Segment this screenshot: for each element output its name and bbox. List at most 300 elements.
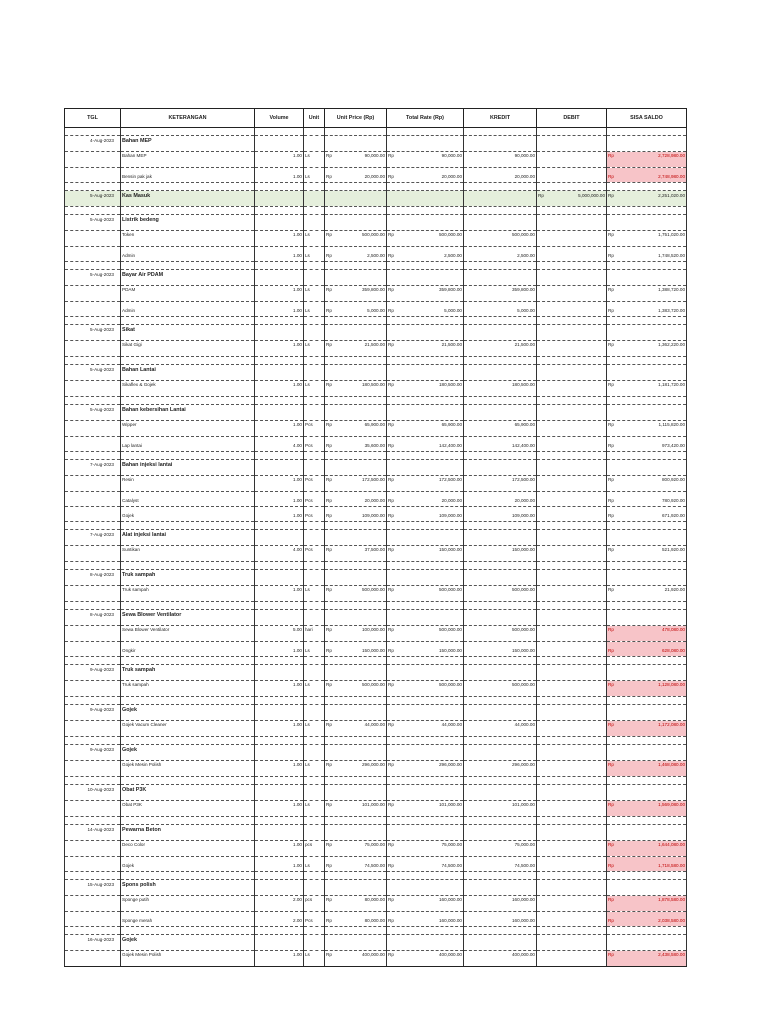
kredit-cell: 44,000.00 [464, 721, 537, 737]
saldo-cell-wrap [608, 253, 685, 259]
blank-cell [65, 657, 121, 665]
blank-cell [387, 697, 464, 705]
blank-cell [537, 745, 607, 761]
saldo-cell-value: 1,751,020.00 [658, 232, 685, 237]
unit-price-cell-wrap [326, 153, 385, 159]
blank-cell [325, 610, 387, 626]
blank-cell [255, 825, 304, 841]
blank-cell [537, 777, 607, 785]
total-rate-cell-wrap [388, 232, 462, 238]
item-description: Admin [121, 302, 255, 317]
unit-cell: Pcs [304, 912, 325, 927]
saldo-cell [607, 681, 687, 697]
total-rate-cell-value: 160,000.00 [439, 918, 462, 923]
table-row [65, 437, 687, 452]
total-rate-cell-wrap [388, 498, 462, 504]
currency-label: Rp [388, 918, 394, 923]
blank-cell [325, 570, 387, 586]
group-title: Gojek [121, 705, 255, 721]
blank-cell [537, 128, 607, 136]
unit-price-cell-value: 400,000.00 [362, 952, 385, 957]
unit-cell: Ls [304, 721, 325, 737]
currency-label: Rp [388, 174, 394, 179]
blank-cell [607, 128, 687, 136]
blank-cell [304, 128, 325, 136]
unit-price-cell-value: 359,800.00 [362, 287, 385, 292]
blank-cell [325, 522, 387, 530]
currency-label: Rp [326, 253, 332, 258]
group-title: Spons polish [121, 880, 255, 896]
blank-cell [607, 777, 687, 785]
currency-label: Rp [538, 193, 544, 198]
col-tgl: TGL [65, 109, 121, 128]
total-rate-cell-value: 20,000.00 [441, 174, 462, 179]
debit-cell [537, 951, 607, 967]
unit-price-cell [325, 168, 387, 183]
total-rate-cell [387, 247, 464, 262]
total-rate-cell-value: 44,000.00 [441, 722, 462, 727]
volume-cell: 1.00 [255, 421, 304, 437]
debit-cell [537, 546, 607, 562]
col-unit: Unit [304, 109, 325, 128]
total-rate-cell-value: 180,500.00 [439, 382, 462, 387]
blank-cell [304, 697, 325, 705]
blank-cell [607, 697, 687, 705]
total-rate-cell-value: 500,000.00 [439, 587, 462, 592]
currency-label: Rp [608, 308, 614, 313]
blank-cell [65, 872, 121, 880]
blank-cell [304, 880, 325, 896]
blank-cell [304, 452, 325, 460]
blank-cell [65, 397, 121, 405]
currency-label: Rp [608, 762, 614, 767]
total-rate-cell [387, 546, 464, 562]
blank-cell [304, 325, 325, 341]
blank-cell [607, 397, 687, 405]
saldo-cell [607, 476, 687, 492]
blank-cell [387, 357, 464, 365]
blank-cell [464, 191, 537, 207]
kredit-cell: 20,000.00 [464, 168, 537, 183]
blank-cell [255, 191, 304, 207]
debit-cell [537, 381, 607, 397]
debit-cell [537, 231, 607, 247]
volume-cell: 1.00 [255, 231, 304, 247]
item-description: Token [121, 231, 255, 247]
debit-cell [537, 841, 607, 857]
blank-cell [255, 927, 304, 935]
table-row [65, 476, 687, 492]
blank-cell [304, 927, 325, 935]
debit-cell [537, 586, 607, 602]
col-total-rate: Total Rate (Rp) [387, 109, 464, 128]
kredit-cell: 500,000.00 [464, 626, 537, 642]
blank-cell [65, 697, 121, 705]
blank-cell [255, 562, 304, 570]
saldo-cell-wrap [608, 587, 685, 593]
table-row [65, 951, 687, 967]
blank-cell [537, 317, 607, 325]
item-description: Truk sampah [121, 681, 255, 697]
total-rate-cell [387, 586, 464, 602]
unit-price-cell-value: 5,000.00 [367, 308, 385, 313]
blank-cell [387, 128, 464, 136]
total-rate-cell-value: 2,500.00 [444, 253, 462, 258]
unit-cell: Ls [304, 951, 325, 967]
debit-cell [537, 247, 607, 262]
blank-cell [65, 381, 121, 397]
saldo-cell [607, 247, 687, 262]
blank-cell [537, 602, 607, 610]
kredit-cell: 500,000.00 [464, 586, 537, 602]
total-rate-cell [387, 681, 464, 697]
unit-cell: Ls [304, 168, 325, 183]
date-cell: 5-Aug-2023 [65, 325, 121, 341]
blank-cell [304, 737, 325, 745]
currency-label: Rp [388, 587, 394, 592]
blank-cell [65, 841, 121, 857]
total-rate-cell-wrap [388, 952, 462, 958]
saldo-cell [607, 801, 687, 817]
total-rate-cell-value: 296,000.00 [439, 762, 462, 767]
table-row [65, 586, 687, 602]
unit-price-cell [325, 286, 387, 302]
currency-label: Rp [608, 513, 614, 518]
spacer-row [65, 397, 687, 405]
blank-cell [537, 665, 607, 681]
blank-cell [255, 872, 304, 880]
currency-label: Rp [326, 682, 332, 687]
saldo-cell-wrap [608, 802, 685, 808]
unit-price-cell [325, 421, 387, 437]
blank-cell [304, 705, 325, 721]
total-rate-cell [387, 642, 464, 657]
unit-price-cell-value: 75,000.00 [364, 842, 385, 847]
unit-cell: Ls [304, 642, 325, 657]
blank-cell [537, 927, 607, 935]
unit-price-cell [325, 951, 387, 967]
blank-cell [464, 927, 537, 935]
blank-cell [121, 397, 255, 405]
date-cell: 7-Aug-2023 [65, 530, 121, 546]
unit-cell: Ls [304, 231, 325, 247]
saldo-cell-wrap [608, 648, 685, 654]
volume-cell: 1.00 [255, 381, 304, 397]
unit-price-cell [325, 381, 387, 397]
debit-cell [537, 896, 607, 912]
blank-cell [121, 602, 255, 610]
volume-cell: 1.00 [255, 586, 304, 602]
unit-price-cell-wrap [326, 627, 385, 633]
volume-cell: 1.00 [255, 302, 304, 317]
saldo-cell [607, 191, 687, 207]
unit-cell: Pcs [304, 507, 325, 522]
group-title: Alat injeksi lantai [121, 530, 255, 546]
volume-cell: 1.00 [255, 721, 304, 737]
group-title: Kas Masuk [121, 191, 255, 207]
blank-cell [255, 262, 304, 270]
group-header-row [65, 530, 687, 546]
volume-cell: 4.00 [255, 546, 304, 562]
group-title: Gojek [121, 935, 255, 951]
date-cell: 8-Aug-2023 [65, 570, 121, 586]
spacer-row [65, 697, 687, 705]
total-rate-cell-wrap [388, 648, 462, 654]
debit-cell [537, 302, 607, 317]
blank-cell [255, 880, 304, 896]
blank-cell [121, 737, 255, 745]
unit-cell: pcs [304, 841, 325, 857]
table-row [65, 492, 687, 507]
total-rate-cell [387, 302, 464, 317]
blank-cell [464, 397, 537, 405]
table-row [65, 761, 687, 777]
table-row [65, 507, 687, 522]
blank-cell [607, 207, 687, 215]
total-rate-cell [387, 951, 464, 967]
total-rate-cell-value: 500,000.00 [439, 627, 462, 632]
blank-cell [65, 626, 121, 642]
blank-cell [304, 183, 325, 191]
unit-price-cell-wrap [326, 547, 385, 553]
currency-label: Rp [388, 722, 394, 727]
date-cell: 5-Aug-2023 [65, 215, 121, 231]
saldo-cell-value: 21,920.00 [664, 587, 685, 592]
blank-cell [255, 737, 304, 745]
blank-cell [65, 421, 121, 437]
saldo-cell-value: 780,920.00 [662, 498, 685, 503]
kredit-cell: 21,500.00 [464, 341, 537, 357]
blank-cell [464, 880, 537, 896]
currency-label: Rp [388, 762, 394, 767]
item-description: Obat P3K [121, 801, 255, 817]
item-description: Sikaflex & Gojek [121, 381, 255, 397]
item-description: Catalyst [121, 492, 255, 507]
currency-label: Rp [388, 513, 394, 518]
blank-cell [65, 602, 121, 610]
date-cell: 15-Aug-2023 [65, 880, 121, 896]
saldo-cell-value: 1,362,220.00 [658, 342, 685, 347]
blank-cell [387, 183, 464, 191]
blank-cell [464, 745, 537, 761]
group-title: Truk sampah [121, 570, 255, 586]
kredit-cell: 359,800.00 [464, 286, 537, 302]
total-rate-cell-wrap [388, 153, 462, 159]
kredit-cell: 65,900.00 [464, 421, 537, 437]
blank-cell [537, 825, 607, 841]
blank-cell [304, 777, 325, 785]
currency-label: Rp [608, 232, 614, 237]
currency-label: Rp [326, 897, 332, 902]
saldo-cell-value: 671,920.00 [662, 513, 685, 518]
kredit-cell: 172,500.00 [464, 476, 537, 492]
saldo-cell [607, 546, 687, 562]
total-rate-cell [387, 626, 464, 642]
ledger-table [64, 108, 687, 967]
total-rate-cell-wrap [388, 342, 462, 348]
spacer-row [65, 817, 687, 825]
blank-cell [325, 136, 387, 152]
blank-cell [464, 460, 537, 476]
saldo-cell-wrap [608, 897, 685, 903]
currency-label: Rp [326, 918, 332, 923]
blank-cell [387, 570, 464, 586]
blank-cell [255, 777, 304, 785]
total-rate-cell-value: 74,500.00 [441, 863, 462, 868]
blank-cell [537, 365, 607, 381]
blank-cell [65, 507, 121, 522]
currency-label: Rp [608, 627, 614, 632]
blank-cell [255, 317, 304, 325]
group-title: Listrik bedeng [121, 215, 255, 231]
blank-cell [255, 270, 304, 286]
volume-cell: 1.00 [255, 761, 304, 777]
blank-cell [255, 570, 304, 586]
blank-cell [304, 872, 325, 880]
blank-cell [537, 460, 607, 476]
total-rate-cell [387, 801, 464, 817]
saldo-cell-wrap [608, 918, 685, 924]
unit-price-cell-value: 2,500.00 [367, 253, 385, 258]
blank-cell [65, 357, 121, 365]
blank-cell [65, 546, 121, 562]
unit-price-cell-value: 180,500.00 [362, 382, 385, 387]
saldo-cell [607, 896, 687, 912]
blank-cell [607, 927, 687, 935]
kredit-cell: 160,000.00 [464, 912, 537, 927]
blank-cell [607, 785, 687, 801]
blank-cell [607, 657, 687, 665]
unit-price-cell-value: 44,000.00 [364, 722, 385, 727]
blank-cell [325, 777, 387, 785]
blank-cell [255, 215, 304, 231]
item-description: Gojek Mesin Polish [121, 951, 255, 967]
saldo-cell-value: 628,080.00 [662, 648, 685, 653]
blank-cell [325, 215, 387, 231]
blank-cell [464, 405, 537, 421]
col-debit: DEBIT [537, 109, 607, 128]
total-rate-cell-value: 20,000.00 [441, 498, 462, 503]
blank-cell [325, 207, 387, 215]
kredit-cell: 75,000.00 [464, 841, 537, 857]
saldo-cell-value: 1,388,720.00 [658, 287, 685, 292]
unit-cell: Pcs [304, 546, 325, 562]
blank-cell [255, 935, 304, 951]
volume-cell: 1.00 [255, 507, 304, 522]
blank-cell [325, 460, 387, 476]
blank-cell [325, 785, 387, 801]
blank-cell [65, 562, 121, 570]
blank-cell [387, 562, 464, 570]
saldo-cell-wrap [608, 193, 685, 199]
unit-price-cell-value: 20,000.00 [364, 174, 385, 179]
blank-cell [607, 872, 687, 880]
volume-cell: 1.00 [255, 857, 304, 872]
blank-cell [387, 817, 464, 825]
debit-cell [537, 801, 607, 817]
item-description: Gojek Vacum Cleaner [121, 721, 255, 737]
unit-price-cell [325, 231, 387, 247]
date-cell: 4-Aug-2023 [65, 136, 121, 152]
item-description: PDAM [121, 286, 255, 302]
blank-cell [464, 737, 537, 745]
blank-cell [304, 665, 325, 681]
total-rate-cell-wrap [388, 547, 462, 553]
blank-cell [65, 681, 121, 697]
total-rate-cell [387, 231, 464, 247]
blank-cell [255, 357, 304, 365]
unit-price-cell-value: 21,500.00 [364, 342, 385, 347]
blank-cell [325, 737, 387, 745]
unit-price-cell-wrap [326, 287, 385, 293]
blank-cell [537, 325, 607, 341]
total-rate-cell-wrap [388, 897, 462, 903]
saldo-cell [607, 951, 687, 967]
blank-cell [325, 825, 387, 841]
total-rate-cell [387, 761, 464, 777]
unit-cell: Ls [304, 341, 325, 357]
blank-cell [607, 262, 687, 270]
total-rate-cell [387, 912, 464, 927]
blank-cell [537, 262, 607, 270]
currency-label: Rp [388, 952, 394, 957]
total-rate-cell-value: 500,000.00 [439, 232, 462, 237]
total-rate-cell-wrap [388, 842, 462, 848]
blank-cell [304, 365, 325, 381]
blank-cell [304, 530, 325, 546]
group-title: Sikat [121, 325, 255, 341]
currency-label: Rp [608, 253, 614, 258]
unit-price-cell-value: 80,000.00 [364, 918, 385, 923]
currency-label: Rp [608, 648, 614, 653]
blank-cell [304, 270, 325, 286]
unit-price-cell [325, 896, 387, 912]
blank-cell [387, 270, 464, 286]
blank-cell [65, 586, 121, 602]
unit-cell: Pcs [304, 476, 325, 492]
currency-label: Rp [388, 682, 394, 687]
unit-cell: hari [304, 626, 325, 642]
unit-price-cell [325, 586, 387, 602]
debit-cell [537, 476, 607, 492]
volume-cell: 1.00 [255, 951, 304, 967]
unit-price-cell-wrap [326, 802, 385, 808]
debit-cell [537, 152, 607, 168]
blank-cell [255, 397, 304, 405]
blank-cell [607, 460, 687, 476]
blank-cell [65, 262, 121, 270]
kredit-cell: 150,000.00 [464, 642, 537, 657]
spacer-row [65, 522, 687, 530]
unit-cell: Pcs [304, 492, 325, 507]
blank-cell [65, 231, 121, 247]
blank-cell [387, 737, 464, 745]
unit-price-cell [325, 546, 387, 562]
total-rate-cell [387, 896, 464, 912]
blank-cell [464, 777, 537, 785]
blank-cell [464, 317, 537, 325]
blank-cell [325, 880, 387, 896]
item-description: Truk sampah [121, 586, 255, 602]
blank-cell [65, 721, 121, 737]
currency-label: Rp [326, 308, 332, 313]
kredit-cell: 20,000.00 [464, 492, 537, 507]
col-sisa-saldo: SISA SALDO [607, 109, 687, 128]
blank-cell [304, 745, 325, 761]
col-kredit: KREDIT [464, 109, 537, 128]
blank-cell [65, 183, 121, 191]
blank-cell [325, 935, 387, 951]
